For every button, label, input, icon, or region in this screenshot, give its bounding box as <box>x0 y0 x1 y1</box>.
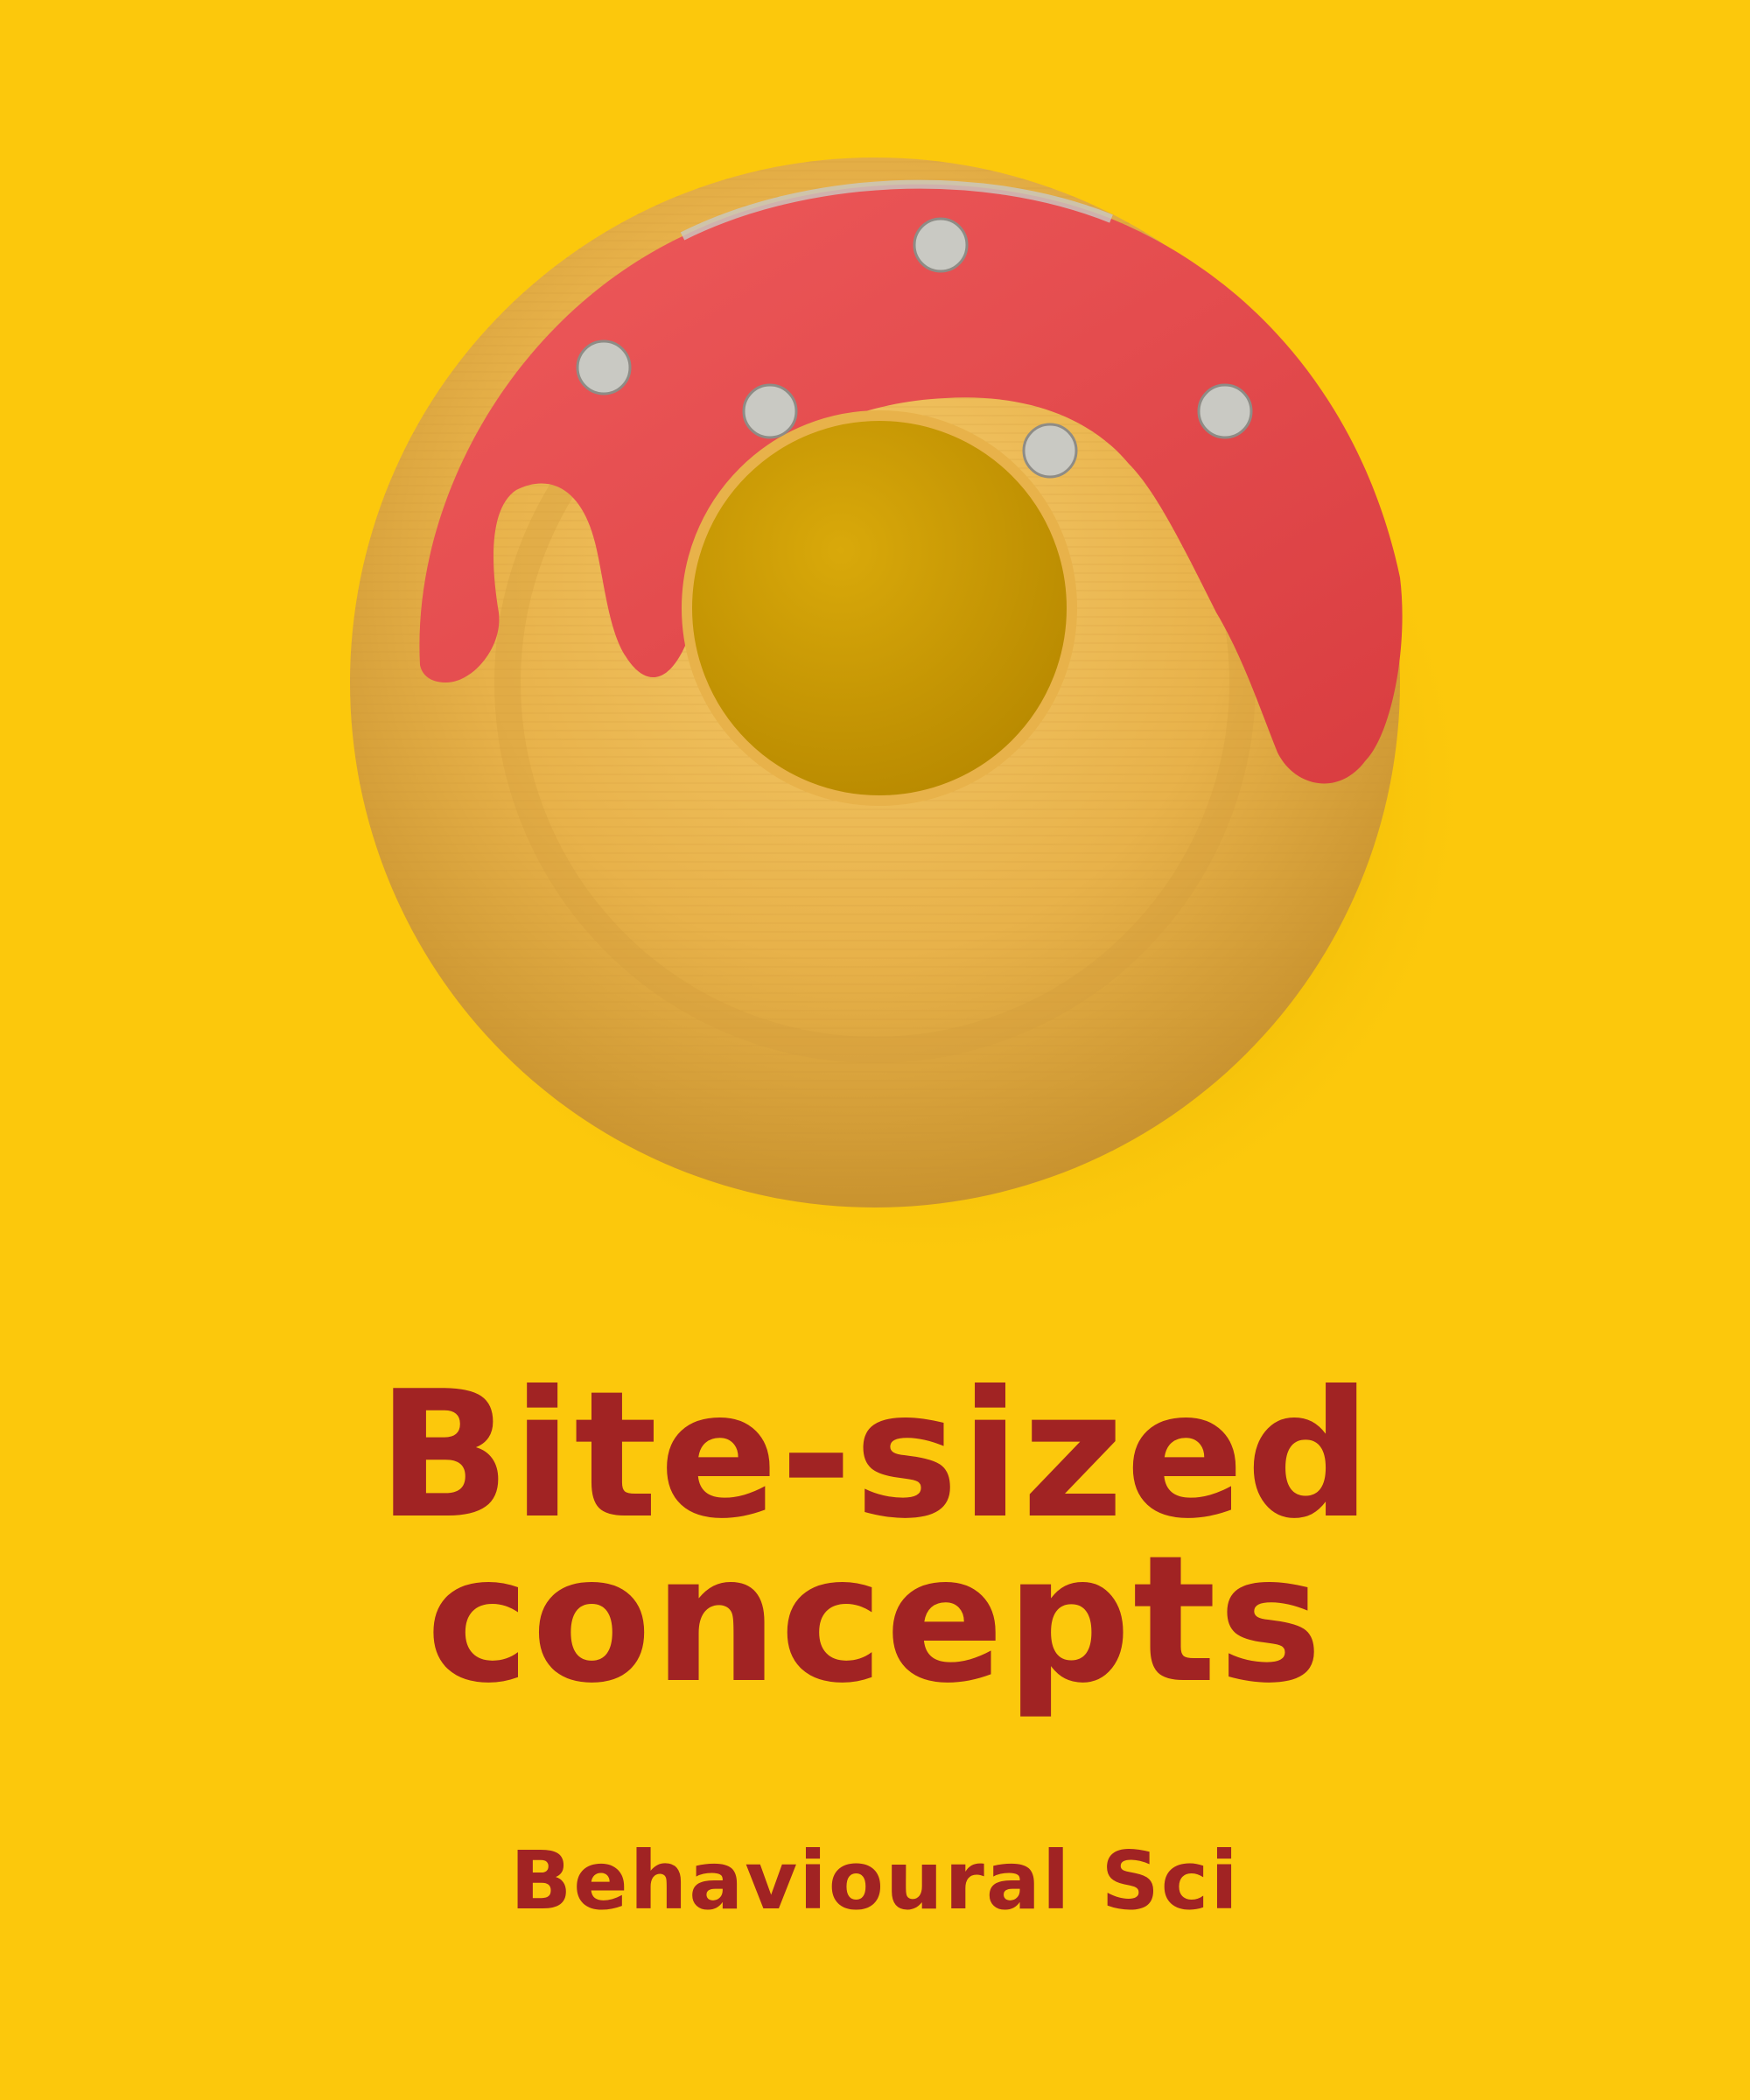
headline: Bite-sized concepts <box>376 1354 1374 1722</box>
donut-icon <box>315 122 1540 1295</box>
subtitle: Behavioural Sci <box>510 1834 1240 1928</box>
